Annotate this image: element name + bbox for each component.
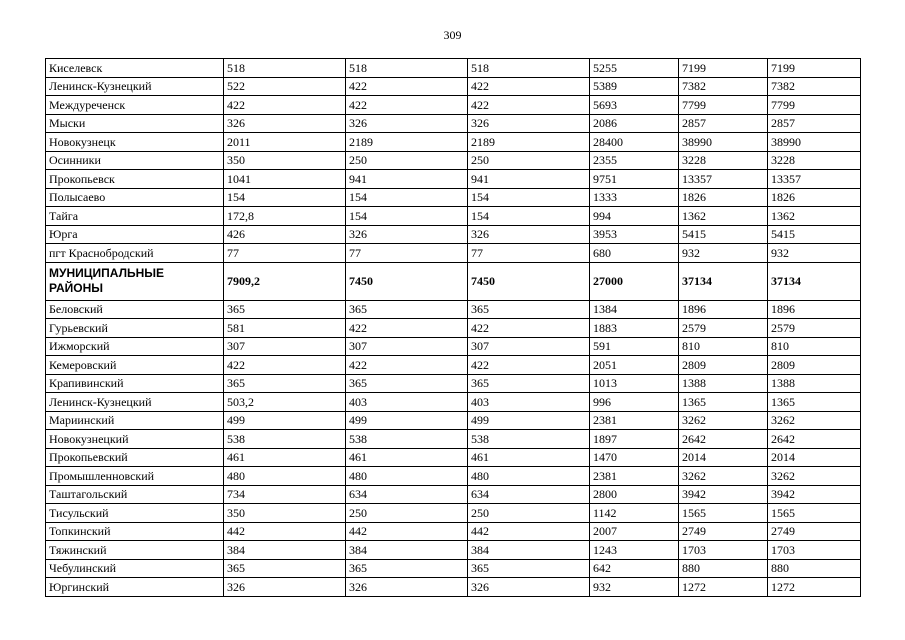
value-cell-col6: 2579: [768, 319, 861, 338]
value-cell-col6: 7382: [768, 77, 861, 96]
value-cell-col4: 2381: [590, 467, 679, 486]
row-name-cell: Кемеровский: [46, 356, 224, 375]
table-row: [46, 225, 861, 244]
row-name-cell: Юргинский: [46, 578, 224, 597]
value-cell-col5: 7799: [679, 96, 768, 115]
value-cell-col1: 461: [224, 448, 346, 467]
value-cell-col6: 1826: [768, 188, 861, 207]
value-cell-col5: 1896: [679, 300, 768, 319]
value-cell-col5: 3262: [679, 467, 768, 486]
value-cell-col1: 350: [224, 151, 346, 170]
value-cell-col3: 422: [468, 356, 590, 375]
value-cell-col5: 2014: [679, 448, 768, 467]
value-cell-col5: 1826: [679, 188, 768, 207]
row-name-cell: Мариинский: [46, 411, 224, 430]
table-row: [46, 485, 861, 504]
row-name-cell: Чебулинский: [46, 559, 224, 578]
value-cell-col3: 422: [468, 96, 590, 115]
value-cell-col3: 403: [468, 393, 590, 412]
value-cell-col1: 581: [224, 319, 346, 338]
value-cell-col2: 77: [346, 244, 468, 263]
value-cell-col3: 250: [468, 504, 590, 523]
value-cell-col4: 591: [590, 337, 679, 356]
row-name-cell: Новокузнецкий: [46, 430, 224, 449]
value-cell-col1: 365: [224, 374, 346, 393]
value-cell-col2: 422: [346, 319, 468, 338]
value-cell-col6: 810: [768, 337, 861, 356]
value-cell-col4: 1384: [590, 300, 679, 319]
row-name-cell: Топкинский: [46, 522, 224, 541]
table-row: [46, 59, 861, 78]
value-cell-col3: 326: [468, 114, 590, 133]
value-cell-col1: 154: [224, 188, 346, 207]
value-cell-col4: 2051: [590, 356, 679, 375]
row-name-cell: Крапивинский: [46, 374, 224, 393]
value-cell-col1: 422: [224, 356, 346, 375]
value-cell-col6: 37134: [768, 262, 861, 300]
value-cell-col2: 250: [346, 504, 468, 523]
value-cell-col4: 1142: [590, 504, 679, 523]
value-cell-col5: 5415: [679, 225, 768, 244]
value-cell-col6: 5415: [768, 225, 861, 244]
row-name-cell: Тисульский: [46, 504, 224, 523]
row-name-cell: Гурьевский: [46, 319, 224, 338]
value-cell-col6: 2809: [768, 356, 861, 375]
value-cell-col3: 499: [468, 411, 590, 430]
row-name-cell: Полысаево: [46, 188, 224, 207]
table-row: [46, 467, 861, 486]
value-cell-col2: 422: [346, 77, 468, 96]
table-body: [46, 59, 861, 597]
value-cell-col5: 2809: [679, 356, 768, 375]
row-name-cell: Таштагольский: [46, 485, 224, 504]
value-cell-col2: 326: [346, 578, 468, 597]
value-cell-col5: 38990: [679, 133, 768, 152]
value-cell-col5: 2642: [679, 430, 768, 449]
value-cell-col5: 2857: [679, 114, 768, 133]
page-number: 309: [443, 28, 462, 42]
table-row: [46, 504, 861, 523]
value-cell-col2: 422: [346, 96, 468, 115]
value-cell-col6: 1565: [768, 504, 861, 523]
data-table: [45, 58, 861, 597]
table-row: [46, 188, 861, 207]
value-cell-col3: 250: [468, 151, 590, 170]
value-cell-col6: 7799: [768, 96, 861, 115]
value-cell-col1: 499: [224, 411, 346, 430]
table-row: [46, 356, 861, 375]
value-cell-col4: 27000: [590, 262, 679, 300]
value-cell-col3: 422: [468, 319, 590, 338]
row-name-cell: Тяжинский: [46, 541, 224, 560]
value-cell-col1: 7909,2: [224, 262, 346, 300]
table-row: [46, 114, 861, 133]
table-row: [46, 244, 861, 263]
table-row: [46, 393, 861, 412]
value-cell-col4: 1243: [590, 541, 679, 560]
value-cell-col2: 384: [346, 541, 468, 560]
value-cell-col2: 941: [346, 170, 468, 189]
value-cell-col4: 1897: [590, 430, 679, 449]
value-cell-col1: 326: [224, 578, 346, 597]
value-cell-col1: 172,8: [224, 207, 346, 226]
value-cell-col2: 365: [346, 374, 468, 393]
value-cell-col2: 7450: [346, 262, 468, 300]
value-cell-col4: 994: [590, 207, 679, 226]
value-cell-col3: 77: [468, 244, 590, 263]
table-row: [46, 151, 861, 170]
value-cell-col2: 250: [346, 151, 468, 170]
value-cell-col1: 522: [224, 77, 346, 96]
value-cell-col3: 480: [468, 467, 590, 486]
value-cell-col1: 365: [224, 559, 346, 578]
value-cell-col3: 154: [468, 207, 590, 226]
row-name-cell: Прокопьевский: [46, 448, 224, 467]
value-cell-col4: 9751: [590, 170, 679, 189]
value-cell-col1: 503,2: [224, 393, 346, 412]
value-cell-col4: 1883: [590, 319, 679, 338]
row-name-cell: Междуреченск: [46, 96, 224, 115]
table-row: [46, 300, 861, 319]
value-cell-col6: 7199: [768, 59, 861, 78]
row-name-cell: Ленинск-Кузнецкий: [46, 393, 224, 412]
value-cell-col1: 426: [224, 225, 346, 244]
value-cell-col5: 13357: [679, 170, 768, 189]
value-cell-col5: 1272: [679, 578, 768, 597]
table-row: [46, 170, 861, 189]
value-cell-col3: 538: [468, 430, 590, 449]
table-row: [46, 541, 861, 560]
value-cell-col5: 2749: [679, 522, 768, 541]
value-cell-col4: 2800: [590, 485, 679, 504]
value-cell-col6: 1703: [768, 541, 861, 560]
value-cell-col2: 499: [346, 411, 468, 430]
value-cell-col6: 2749: [768, 522, 861, 541]
value-cell-col2: 2189: [346, 133, 468, 152]
row-name-cell: Прокопьевск: [46, 170, 224, 189]
value-cell-col2: 326: [346, 114, 468, 133]
row-name-cell: Юрга: [46, 225, 224, 244]
value-cell-col6: 3262: [768, 467, 861, 486]
value-cell-col2: 442: [346, 522, 468, 541]
row-name-cell: Мыски: [46, 114, 224, 133]
value-cell-col5: 3942: [679, 485, 768, 504]
value-cell-col1: 77: [224, 244, 346, 263]
value-cell-col5: 3228: [679, 151, 768, 170]
value-cell-col6: 3262: [768, 411, 861, 430]
value-cell-col1: 538: [224, 430, 346, 449]
row-name-cell: Ленинск-Кузнецкий: [46, 77, 224, 96]
value-cell-col4: 5255: [590, 59, 679, 78]
table-row: [46, 319, 861, 338]
table-row: [46, 448, 861, 467]
value-cell-col3: 941: [468, 170, 590, 189]
value-cell-col4: 642: [590, 559, 679, 578]
value-cell-col2: 634: [346, 485, 468, 504]
value-cell-col2: 518: [346, 59, 468, 78]
value-cell-col6: 2014: [768, 448, 861, 467]
value-cell-col2: 365: [346, 300, 468, 319]
value-cell-col4: 996: [590, 393, 679, 412]
value-cell-col5: 880: [679, 559, 768, 578]
table-row: [46, 374, 861, 393]
table-row: [46, 430, 861, 449]
value-cell-col6: 932: [768, 244, 861, 263]
value-cell-col4: 680: [590, 244, 679, 263]
table-row: [46, 411, 861, 430]
value-cell-col4: 2355: [590, 151, 679, 170]
value-cell-col5: 1565: [679, 504, 768, 523]
row-name-cell: Киселевск: [46, 59, 224, 78]
table-row: [46, 96, 861, 115]
value-cell-col4: 932: [590, 578, 679, 597]
value-cell-col4: 2086: [590, 114, 679, 133]
value-cell-col3: 326: [468, 578, 590, 597]
value-cell-col1: 350: [224, 504, 346, 523]
value-cell-col2: 461: [346, 448, 468, 467]
value-cell-col3: 307: [468, 337, 590, 356]
value-cell-col5: 1362: [679, 207, 768, 226]
value-cell-col1: 326: [224, 114, 346, 133]
value-cell-col3: 422: [468, 77, 590, 96]
value-cell-col3: 365: [468, 300, 590, 319]
value-cell-col2: 403: [346, 393, 468, 412]
value-cell-col5: 1365: [679, 393, 768, 412]
value-cell-col5: 1388: [679, 374, 768, 393]
value-cell-col4: 28400: [590, 133, 679, 152]
row-name-cell: Ижморский: [46, 337, 224, 356]
value-cell-col1: 307: [224, 337, 346, 356]
value-cell-col4: 2007: [590, 522, 679, 541]
value-cell-col3: 2189: [468, 133, 590, 152]
value-cell-col3: 442: [468, 522, 590, 541]
value-cell-col3: 7450: [468, 262, 590, 300]
value-cell-col4: 1333: [590, 188, 679, 207]
value-cell-col5: 3262: [679, 411, 768, 430]
value-cell-col4: 1470: [590, 448, 679, 467]
value-cell-col2: 422: [346, 356, 468, 375]
table-row: [46, 133, 861, 152]
value-cell-col2: 365: [346, 559, 468, 578]
value-cell-col4: 5389: [590, 77, 679, 96]
value-cell-col1: 734: [224, 485, 346, 504]
table-row-section: [46, 262, 861, 300]
value-cell-col5: 7382: [679, 77, 768, 96]
value-cell-col5: 2579: [679, 319, 768, 338]
value-cell-col4: 2381: [590, 411, 679, 430]
row-name-cell: МУНИЦИПАЛЬНЫЕ РАЙОНЫ: [46, 262, 224, 300]
value-cell-col3: 384: [468, 541, 590, 560]
value-cell-col4: 5693: [590, 96, 679, 115]
row-name-cell: пгт Краснобродский: [46, 244, 224, 263]
value-cell-col2: 538: [346, 430, 468, 449]
value-cell-col2: 307: [346, 337, 468, 356]
value-cell-col1: 442: [224, 522, 346, 541]
value-cell-col5: 810: [679, 337, 768, 356]
value-cell-col2: 480: [346, 467, 468, 486]
value-cell-col1: 2011: [224, 133, 346, 152]
value-cell-col6: 1272: [768, 578, 861, 597]
row-name-cell: Новокузнецк: [46, 133, 224, 152]
value-cell-col1: 518: [224, 59, 346, 78]
value-cell-col3: 634: [468, 485, 590, 504]
value-cell-col6: 13357: [768, 170, 861, 189]
table-row: [46, 559, 861, 578]
value-cell-col1: 480: [224, 467, 346, 486]
row-name-cell: Промышленновский: [46, 467, 224, 486]
value-cell-col3: 518: [468, 59, 590, 78]
value-cell-col6: 1365: [768, 393, 861, 412]
value-cell-col3: 154: [468, 188, 590, 207]
value-cell-col4: 1013: [590, 374, 679, 393]
table-row: [46, 77, 861, 96]
value-cell-col3: 365: [468, 559, 590, 578]
value-cell-col1: 1041: [224, 170, 346, 189]
value-cell-col6: 2642: [768, 430, 861, 449]
value-cell-col6: 880: [768, 559, 861, 578]
value-cell-col6: 38990: [768, 133, 861, 152]
value-cell-col1: 365: [224, 300, 346, 319]
table-row: [46, 337, 861, 356]
value-cell-col6: 3228: [768, 151, 861, 170]
value-cell-col1: 422: [224, 96, 346, 115]
value-cell-col3: 461: [468, 448, 590, 467]
table-row: [46, 207, 861, 226]
table-row: [46, 578, 861, 597]
value-cell-col5: 1703: [679, 541, 768, 560]
value-cell-col4: 3953: [590, 225, 679, 244]
value-cell-col2: 154: [346, 207, 468, 226]
row-name-cell: Осинники: [46, 151, 224, 170]
value-cell-col6: 3942: [768, 485, 861, 504]
value-cell-col2: 154: [346, 188, 468, 207]
value-cell-col5: 37134: [679, 262, 768, 300]
value-cell-col3: 326: [468, 225, 590, 244]
table-row: [46, 522, 861, 541]
value-cell-col3: 365: [468, 374, 590, 393]
value-cell-col6: 1362: [768, 207, 861, 226]
value-cell-col6: 2857: [768, 114, 861, 133]
value-cell-col6: 1896: [768, 300, 861, 319]
value-cell-col2: 326: [346, 225, 468, 244]
value-cell-col1: 384: [224, 541, 346, 560]
value-cell-col5: 7199: [679, 59, 768, 78]
row-name-cell: Беловский: [46, 300, 224, 319]
row-name-cell: Тайга: [46, 207, 224, 226]
value-cell-col6: 1388: [768, 374, 861, 393]
value-cell-col5: 932: [679, 244, 768, 263]
